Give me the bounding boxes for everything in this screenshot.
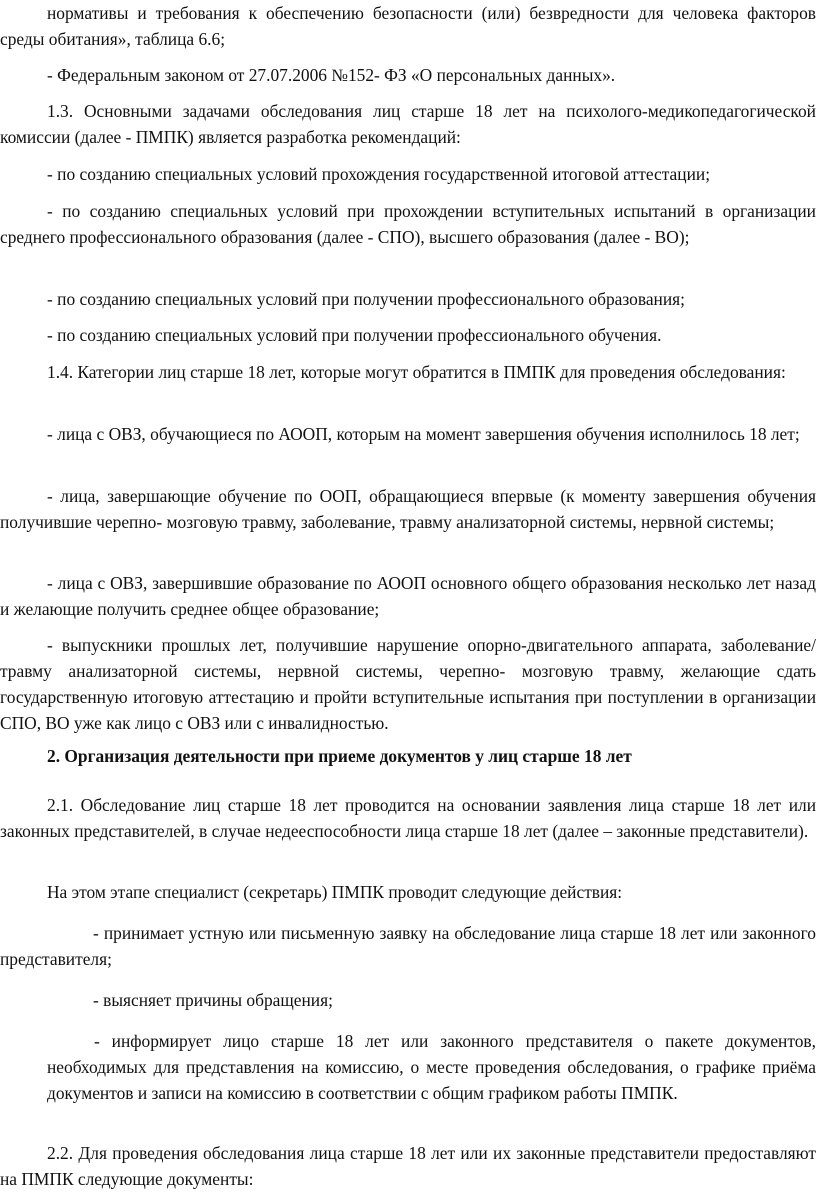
paragraph-category-oop-first: - лица, завершающие обучение по ООП, обращающиеся впервые (к моменту завершения обучения получившие черепно- мозговую травму, заболевание, травму анализаторной системы, нервной системы; bbox=[0, 486, 816, 532]
paragraph-item-gia: - по созданию специальных условий прохождения государственной итоговой аттестации; bbox=[47, 164, 711, 184]
paragraph-item-entrance-exams: - по созданию специальных условий при прохождении вступительных испытаний в организации среднего профессионального образования (далее - СПО), высшего образования (далее - ВО); bbox=[0, 201, 816, 247]
paragraph-action-informs: - информирует лицо старше 18 лет или законного представителя о пакете документов, необходимых для представления на комиссию, о месте проведения обследования, о графике приёма документов и записи на комиссию в соответствии с общим графиком работы ПМПК. bbox=[47, 1031, 816, 1103]
paragraph-1-3-tasks: 1.3. Основными задачами обследования лиц старше 18 лет на психолого-медикопедагогической комиссии (далее - ПМПК) является разработка рекомендаций: bbox=[0, 101, 816, 147]
paragraph-category-graduates: - выпускники прошлых лет, получившие нарушение опорно-двигательного аппарата, заболевание/травму анализаторной системы, нервной системы, черепно- мозговую травму, желающие сдать государственную итоговую аттестацию и пройти вступительные испытания при поступлении в организации СПО, ВО уже как лицо с ОВЗ или с инвалидностью. bbox=[0, 635, 816, 733]
section-2-heading: 2. Организация деятельности при приеме документов у лиц старше 18 лет bbox=[47, 746, 632, 766]
paragraph-2-1-examination: 2.1. Обследование лиц старше 18 лет проводится на основании заявления лица старше 18 лет или законных представителей, в случае недееспособности лица старше 18 лет (далее – законные представители). bbox=[0, 795, 816, 841]
paragraph-action-clarifies-reasons: - выясняет причины обращения; bbox=[93, 990, 333, 1010]
paragraph-sanitary-norms-tail: нормативы и требования к обеспечению безопасности (или) безвредности для человека факторов среды обитания», таблица 6.6; bbox=[0, 3, 816, 49]
paragraph-2-2-documents: 2.2. Для проведения обследования лица старше 18 лет или их законные представители предоставляют на ПМПК следующие документы: bbox=[0, 1143, 816, 1189]
paragraph-item-prof-education: - по созданию специальных условий при получении профессионального образования; bbox=[47, 289, 686, 309]
paragraph-category-ovz-basic: - лица с ОВЗ, завершившие образование по АООП основного общего образования несколько лет назад и желающие получить среднее общее образование; bbox=[0, 573, 816, 619]
paragraph-category-ovz-aoop: - лица с ОВЗ, обучающиеся по АООП, которым на момент завершения обучения исполнилось 18 лет; bbox=[47, 424, 800, 444]
paragraph-item-prof-training: - по созданию специальных условий при получении профессионального обучения. bbox=[47, 325, 662, 345]
paragraph-secretary-actions: На этом этапе специалист (секретарь) ПМПК проводит следующие действия: bbox=[47, 882, 623, 902]
paragraph-1-4-categories: 1.4. Категории лиц старше 18 лет, которые могут обратится в ПМПК для проведения обследования: bbox=[47, 362, 786, 382]
paragraph-action-accepts-request: - принимает устную или письменную заявку на обследование лица старше 18 лет или законного представителя; bbox=[0, 923, 816, 969]
paragraph-federal-law-152: - Федеральным законом от 27.07.2006 №152- ФЗ «О персональных данных». bbox=[47, 65, 616, 85]
